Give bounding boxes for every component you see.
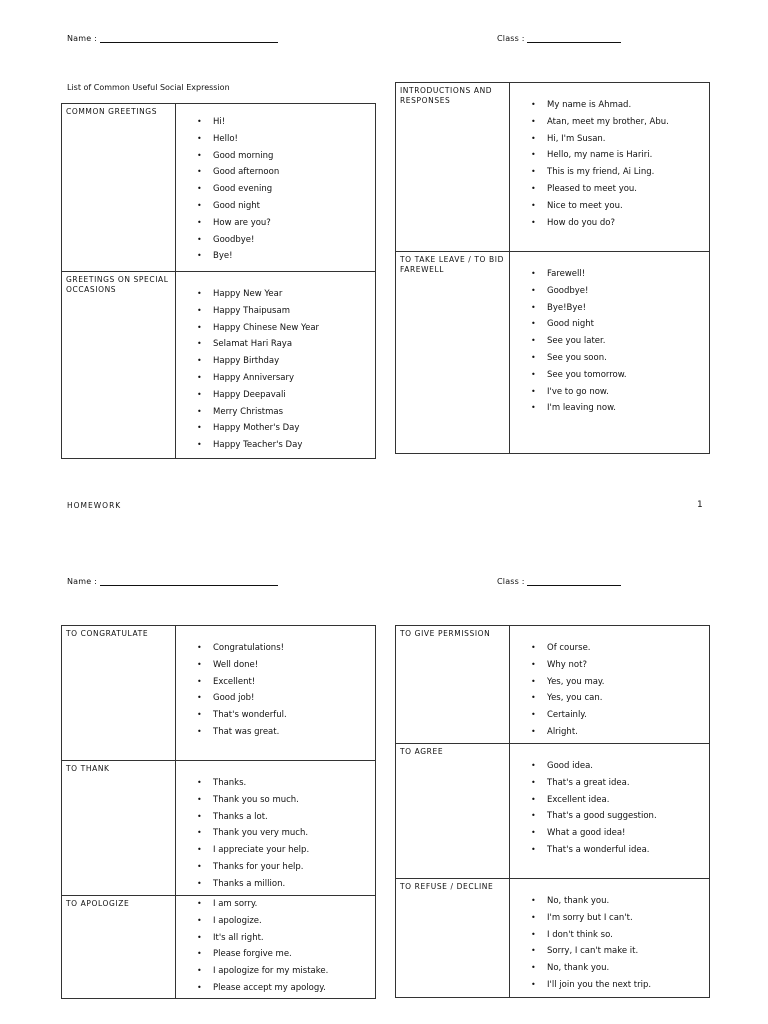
p1-right-table xyxy=(395,82,710,454)
bullet-icon: • xyxy=(531,828,536,838)
list-item xyxy=(510,333,709,350)
expression-text: Sorry, I can't make it. xyxy=(547,946,639,957)
expression-text: I don't think so. xyxy=(547,929,613,940)
list-item xyxy=(510,724,709,741)
bullet-icon: • xyxy=(197,251,202,261)
list-item xyxy=(176,963,375,980)
bullet-icon: • xyxy=(197,794,202,804)
category-label: COMMON GREETINGS xyxy=(62,104,176,272)
expression-text: How do you do? xyxy=(547,217,615,228)
list-item xyxy=(176,353,375,370)
p1-left-table xyxy=(61,103,376,459)
expression-text: Happy New Year xyxy=(213,289,283,299)
list-item xyxy=(510,808,709,825)
list-item xyxy=(510,350,709,367)
category-label: TO TAKE LEAVE / TO BID FAREWELL xyxy=(396,252,510,454)
expression-text: I appreciate your help. xyxy=(213,845,310,856)
expression-text: Excellent! xyxy=(213,676,256,687)
expression-text: Thanks a million. xyxy=(213,878,286,889)
bullet-icon: • xyxy=(531,912,536,922)
bullet-icon: • xyxy=(531,319,536,329)
expression-text: This is my friend, Ai Ling. xyxy=(547,167,655,178)
expression-list-cell xyxy=(510,879,710,998)
bullet-icon: • xyxy=(531,726,536,736)
expression-text: I'm leaving now. xyxy=(547,403,616,414)
list-item xyxy=(176,809,375,826)
expression-list xyxy=(176,114,375,265)
list-item xyxy=(510,758,709,775)
list-item xyxy=(510,367,709,384)
bullet-icon: • xyxy=(197,389,202,399)
expression-text: Thank you very much. xyxy=(213,828,309,839)
expression-text: I'll join you the next trip. xyxy=(547,979,652,990)
bullet-icon: • xyxy=(197,339,202,349)
name-blank-line[interactable] xyxy=(100,34,278,43)
bullet-icon: • xyxy=(197,289,202,298)
expression-text: I'm sorry but I can't. xyxy=(547,912,633,923)
class-blank-line[interactable] xyxy=(527,577,621,586)
list-item xyxy=(510,657,709,674)
expression-text: That's wonderful. xyxy=(213,710,287,721)
class-blank-line[interactable] xyxy=(527,34,621,43)
bullet-icon: • xyxy=(197,878,202,888)
expression-text: Why not? xyxy=(547,659,587,670)
bullet-icon: • xyxy=(531,352,536,362)
name-field xyxy=(67,577,278,586)
list-item xyxy=(176,640,375,657)
bullet-icon: • xyxy=(197,423,202,433)
list-item xyxy=(176,370,375,387)
expression-text: It's all right. xyxy=(213,932,264,943)
expression-text: Bye!Bye! xyxy=(547,302,586,313)
bullet-icon: • xyxy=(197,133,202,143)
expression-text: Please forgive me. xyxy=(213,949,292,960)
expression-text: Bye! xyxy=(213,251,233,262)
list-item xyxy=(510,181,709,198)
expression-list-cell xyxy=(510,626,710,744)
list-item xyxy=(176,181,375,198)
list-item xyxy=(510,960,709,977)
expression-text: Yes, you can. xyxy=(547,693,603,704)
expression-list xyxy=(510,893,709,994)
expression-text: Alright. xyxy=(547,726,578,737)
expression-text: Hi! xyxy=(213,117,226,127)
bullet-icon: • xyxy=(197,356,202,366)
expression-list-cell xyxy=(176,626,376,761)
expression-text: That was great. xyxy=(213,726,280,737)
bullet-icon: • xyxy=(531,116,536,126)
expression-text: How are you? xyxy=(213,217,271,228)
bullet-icon: • xyxy=(197,217,202,227)
bullet-icon: • xyxy=(531,285,536,295)
category-label: INTRODUCTIONS AND RESPONSES xyxy=(396,83,510,252)
list-item xyxy=(510,198,709,215)
list-item xyxy=(176,131,375,148)
expression-list xyxy=(510,266,709,417)
list-item xyxy=(176,792,375,809)
expression-text: Thanks for your help. xyxy=(213,861,304,872)
list-item xyxy=(510,114,709,131)
bullet-icon: • xyxy=(197,643,202,652)
bullet-icon: • xyxy=(197,861,202,871)
list-item xyxy=(510,384,709,401)
bullet-icon: • xyxy=(531,710,536,720)
expression-list-cell xyxy=(510,252,710,454)
class-field xyxy=(497,34,621,43)
bullet-icon: • xyxy=(197,949,202,959)
expression-text: Nice to meet you. xyxy=(547,200,623,211)
list-item xyxy=(510,690,709,707)
expression-text: Well done! xyxy=(213,659,259,670)
bullet-icon: • xyxy=(197,406,202,416)
bullet-icon: • xyxy=(531,659,536,669)
list-item xyxy=(510,97,709,114)
list-item xyxy=(510,131,709,148)
list-item xyxy=(176,876,375,893)
list-item xyxy=(176,248,375,265)
list-item xyxy=(510,640,709,657)
table-row xyxy=(396,83,710,252)
list-item xyxy=(510,316,709,333)
list-item xyxy=(510,400,709,417)
table-row xyxy=(396,252,710,454)
expression-text: Merry Christmas xyxy=(213,406,283,417)
expression-text: Happy Mother's Day xyxy=(213,423,300,434)
expression-text: Thank you so much. xyxy=(213,794,299,805)
expression-text: I've to go now. xyxy=(547,386,609,397)
bullet-icon: • xyxy=(531,979,536,989)
bullet-icon: • xyxy=(531,217,536,227)
list-item xyxy=(176,286,375,303)
table-row xyxy=(62,104,376,272)
bullet-icon: • xyxy=(197,726,202,736)
bullet-icon: • xyxy=(197,693,202,703)
list-item xyxy=(510,215,709,232)
list-item xyxy=(176,437,375,454)
expression-text: I apologize for my mistake. xyxy=(213,966,329,977)
expression-text: Of course. xyxy=(547,643,591,653)
expression-list-cell xyxy=(176,272,376,459)
expression-text: My name is Ahmad. xyxy=(547,100,632,110)
list-title: List of Common Useful Social Expression xyxy=(67,83,230,92)
expression-text: That's a good suggestion. xyxy=(547,811,657,822)
list-item xyxy=(176,232,375,249)
category-label: TO REFUSE / DECLINE xyxy=(396,879,510,998)
bullet-icon: • xyxy=(197,659,202,669)
expression-list xyxy=(176,775,375,893)
list-item xyxy=(176,842,375,859)
bullet-icon: • xyxy=(197,778,202,787)
expression-text: Goodbye! xyxy=(213,234,255,245)
p2-left-table xyxy=(61,625,376,999)
list-item xyxy=(176,896,375,913)
category-label: TO APOLOGIZE xyxy=(62,896,176,999)
list-item xyxy=(510,977,709,994)
list-item xyxy=(176,215,375,232)
bullet-icon: • xyxy=(531,336,536,346)
list-item xyxy=(510,283,709,300)
expression-text: That's a wonderful idea. xyxy=(547,844,650,855)
table-row xyxy=(62,896,376,999)
table-row xyxy=(396,879,710,998)
list-item xyxy=(510,707,709,724)
bullet-icon: • xyxy=(531,269,536,278)
expression-text: Excellent idea. xyxy=(547,794,610,805)
bullet-icon: • xyxy=(531,403,536,413)
list-item xyxy=(176,707,375,724)
expression-text: Thanks. xyxy=(213,778,247,788)
list-item xyxy=(176,198,375,215)
class-label: Class : xyxy=(497,34,525,43)
expression-text: Good evening xyxy=(213,184,273,195)
bullet-icon: • xyxy=(531,133,536,143)
bullet-icon: • xyxy=(197,932,202,942)
expression-text: Congratulations! xyxy=(213,643,285,653)
category-label: TO AGREE xyxy=(396,744,510,879)
expression-list xyxy=(176,286,375,454)
list-item xyxy=(510,300,709,317)
list-item xyxy=(510,775,709,792)
list-item xyxy=(510,164,709,181)
bullet-icon: • xyxy=(197,184,202,194)
name-label: Name : xyxy=(67,577,98,586)
list-item xyxy=(176,825,375,842)
list-item xyxy=(176,946,375,963)
bullet-icon: • xyxy=(531,693,536,703)
bullet-icon: • xyxy=(531,676,536,686)
expression-text: Hi, I'm Susan. xyxy=(547,133,606,144)
expression-text: Good afternoon xyxy=(213,167,280,178)
bullet-icon: • xyxy=(197,305,202,315)
bullet-icon: • xyxy=(197,117,202,126)
table-row xyxy=(62,626,376,761)
bullet-icon: • xyxy=(531,963,536,973)
bullet-icon: • xyxy=(531,794,536,804)
list-item xyxy=(176,420,375,437)
list-item xyxy=(176,775,375,792)
list-item xyxy=(176,724,375,741)
bullet-icon: • xyxy=(197,845,202,855)
expression-text: Hello! xyxy=(213,133,238,144)
expression-text: See you tomorrow. xyxy=(547,369,627,380)
name-field xyxy=(67,34,278,43)
list-item xyxy=(176,320,375,337)
list-item xyxy=(176,387,375,404)
list-item xyxy=(510,674,709,691)
expression-text: Happy Anniversary xyxy=(213,372,294,383)
expression-text: I am sorry. xyxy=(213,899,258,909)
list-item xyxy=(176,336,375,353)
bullet-icon: • xyxy=(531,844,536,854)
expression-text: No, thank you. xyxy=(547,963,610,974)
list-item xyxy=(176,913,375,930)
list-item xyxy=(176,404,375,421)
expression-list-cell xyxy=(176,761,376,896)
list-item xyxy=(510,943,709,960)
bullet-icon: • xyxy=(531,386,536,396)
expression-list xyxy=(176,640,375,741)
expression-text: Good night xyxy=(213,200,260,211)
expression-text: Good night xyxy=(547,319,594,330)
p2-right-table xyxy=(395,625,710,998)
expression-list xyxy=(510,97,709,231)
bullet-icon: • xyxy=(531,929,536,939)
expression-text: Happy Teacher's Day xyxy=(213,440,303,451)
class-field xyxy=(497,577,621,586)
expression-list xyxy=(176,896,375,997)
list-item xyxy=(510,893,709,910)
bullet-icon: • xyxy=(197,915,202,925)
footer-label: HOMEWORK xyxy=(67,501,122,510)
list-item xyxy=(176,303,375,320)
bullet-icon: • xyxy=(197,982,202,992)
expression-text: I apologize. xyxy=(213,915,262,926)
list-item xyxy=(176,690,375,707)
list-item xyxy=(176,114,375,131)
page-number: 1 xyxy=(697,500,703,510)
list-item xyxy=(510,842,709,859)
class-label: Class : xyxy=(497,577,525,586)
table-row xyxy=(62,761,376,896)
category-label: GREETINGS ON SPECIAL OCCASIONS xyxy=(62,272,176,459)
bullet-icon: • xyxy=(197,322,202,332)
expression-text: Good morning xyxy=(213,150,274,161)
list-item xyxy=(510,927,709,944)
expression-text: What a good idea! xyxy=(547,828,626,839)
list-item xyxy=(510,147,709,164)
list-item xyxy=(176,164,375,181)
bullet-icon: • xyxy=(197,899,202,908)
list-item xyxy=(510,825,709,842)
expression-text: Happy Birthday xyxy=(213,356,280,367)
expression-text: Good job! xyxy=(213,693,255,704)
expression-text: Happy Thaipusam xyxy=(213,305,290,316)
bullet-icon: • xyxy=(531,167,536,177)
bullet-icon: • xyxy=(197,828,202,838)
bullet-icon: • xyxy=(531,896,536,905)
bullet-icon: • xyxy=(197,150,202,160)
expression-text: Good idea. xyxy=(547,761,593,771)
bullet-icon: • xyxy=(531,100,536,109)
expression-text: Pleased to meet you. xyxy=(547,183,638,194)
expression-text: Goodbye! xyxy=(547,285,589,296)
expression-list-cell xyxy=(510,83,710,252)
table-row xyxy=(396,626,710,744)
expression-text: No, thank you. xyxy=(547,896,610,906)
bullet-icon: • xyxy=(531,369,536,379)
expression-text: Hello, my name is Hariri. xyxy=(547,150,653,161)
list-item xyxy=(510,910,709,927)
expression-text: Yes, you may. xyxy=(547,676,605,687)
expression-list-cell xyxy=(176,896,376,999)
list-item xyxy=(176,148,375,165)
expression-text: Happy Deepavali xyxy=(213,389,286,400)
expression-text: Farewell! xyxy=(547,269,586,279)
bullet-icon: • xyxy=(531,183,536,193)
name-blank-line[interactable] xyxy=(100,577,278,586)
bullet-icon: • xyxy=(197,966,202,976)
expression-text: See you soon. xyxy=(547,352,607,363)
bullet-icon: • xyxy=(531,150,536,160)
list-item xyxy=(176,859,375,876)
list-item xyxy=(176,657,375,674)
bullet-icon: • xyxy=(197,200,202,210)
list-item xyxy=(510,792,709,809)
list-item xyxy=(176,674,375,691)
bullet-icon: • xyxy=(531,200,536,210)
bullet-icon: • xyxy=(197,372,202,382)
category-label: TO CONGRATULATE xyxy=(62,626,176,761)
expression-list xyxy=(510,758,709,859)
bullet-icon: • xyxy=(197,440,202,450)
bullet-icon: • xyxy=(531,302,536,312)
expression-text: See you later. xyxy=(547,336,606,347)
bullet-icon: • xyxy=(531,777,536,787)
expression-text: Selamat Hari Raya xyxy=(213,339,293,350)
expression-text: Atan, meet my brother, Abu. xyxy=(547,116,669,127)
expression-list-cell xyxy=(176,104,376,272)
expression-text: Thanks a lot. xyxy=(213,811,268,822)
expression-list-cell xyxy=(510,744,710,879)
list-item xyxy=(510,266,709,283)
bullet-icon: • xyxy=(531,761,536,770)
category-label: TO GIVE PERMISSION xyxy=(396,626,510,744)
category-label: TO THANK xyxy=(62,761,176,896)
list-item xyxy=(176,980,375,997)
bullet-icon: • xyxy=(197,167,202,177)
bullet-icon: • xyxy=(531,811,536,821)
bullet-icon: • xyxy=(197,676,202,686)
bullet-icon: • xyxy=(531,946,536,956)
table-row xyxy=(396,744,710,879)
expression-text: Certainly. xyxy=(547,710,587,721)
list-item xyxy=(176,930,375,947)
bullet-icon: • xyxy=(197,234,202,244)
expression-text: That's a great idea. xyxy=(547,777,630,788)
expression-text: Please accept my apology. xyxy=(213,982,326,993)
bullet-icon: • xyxy=(197,811,202,821)
table-row xyxy=(62,272,376,459)
bullet-icon: • xyxy=(197,710,202,720)
expression-text: Happy Chinese New Year xyxy=(213,322,320,333)
name-label: Name : xyxy=(67,34,98,43)
expression-list xyxy=(510,640,709,741)
bullet-icon: • xyxy=(531,643,536,652)
